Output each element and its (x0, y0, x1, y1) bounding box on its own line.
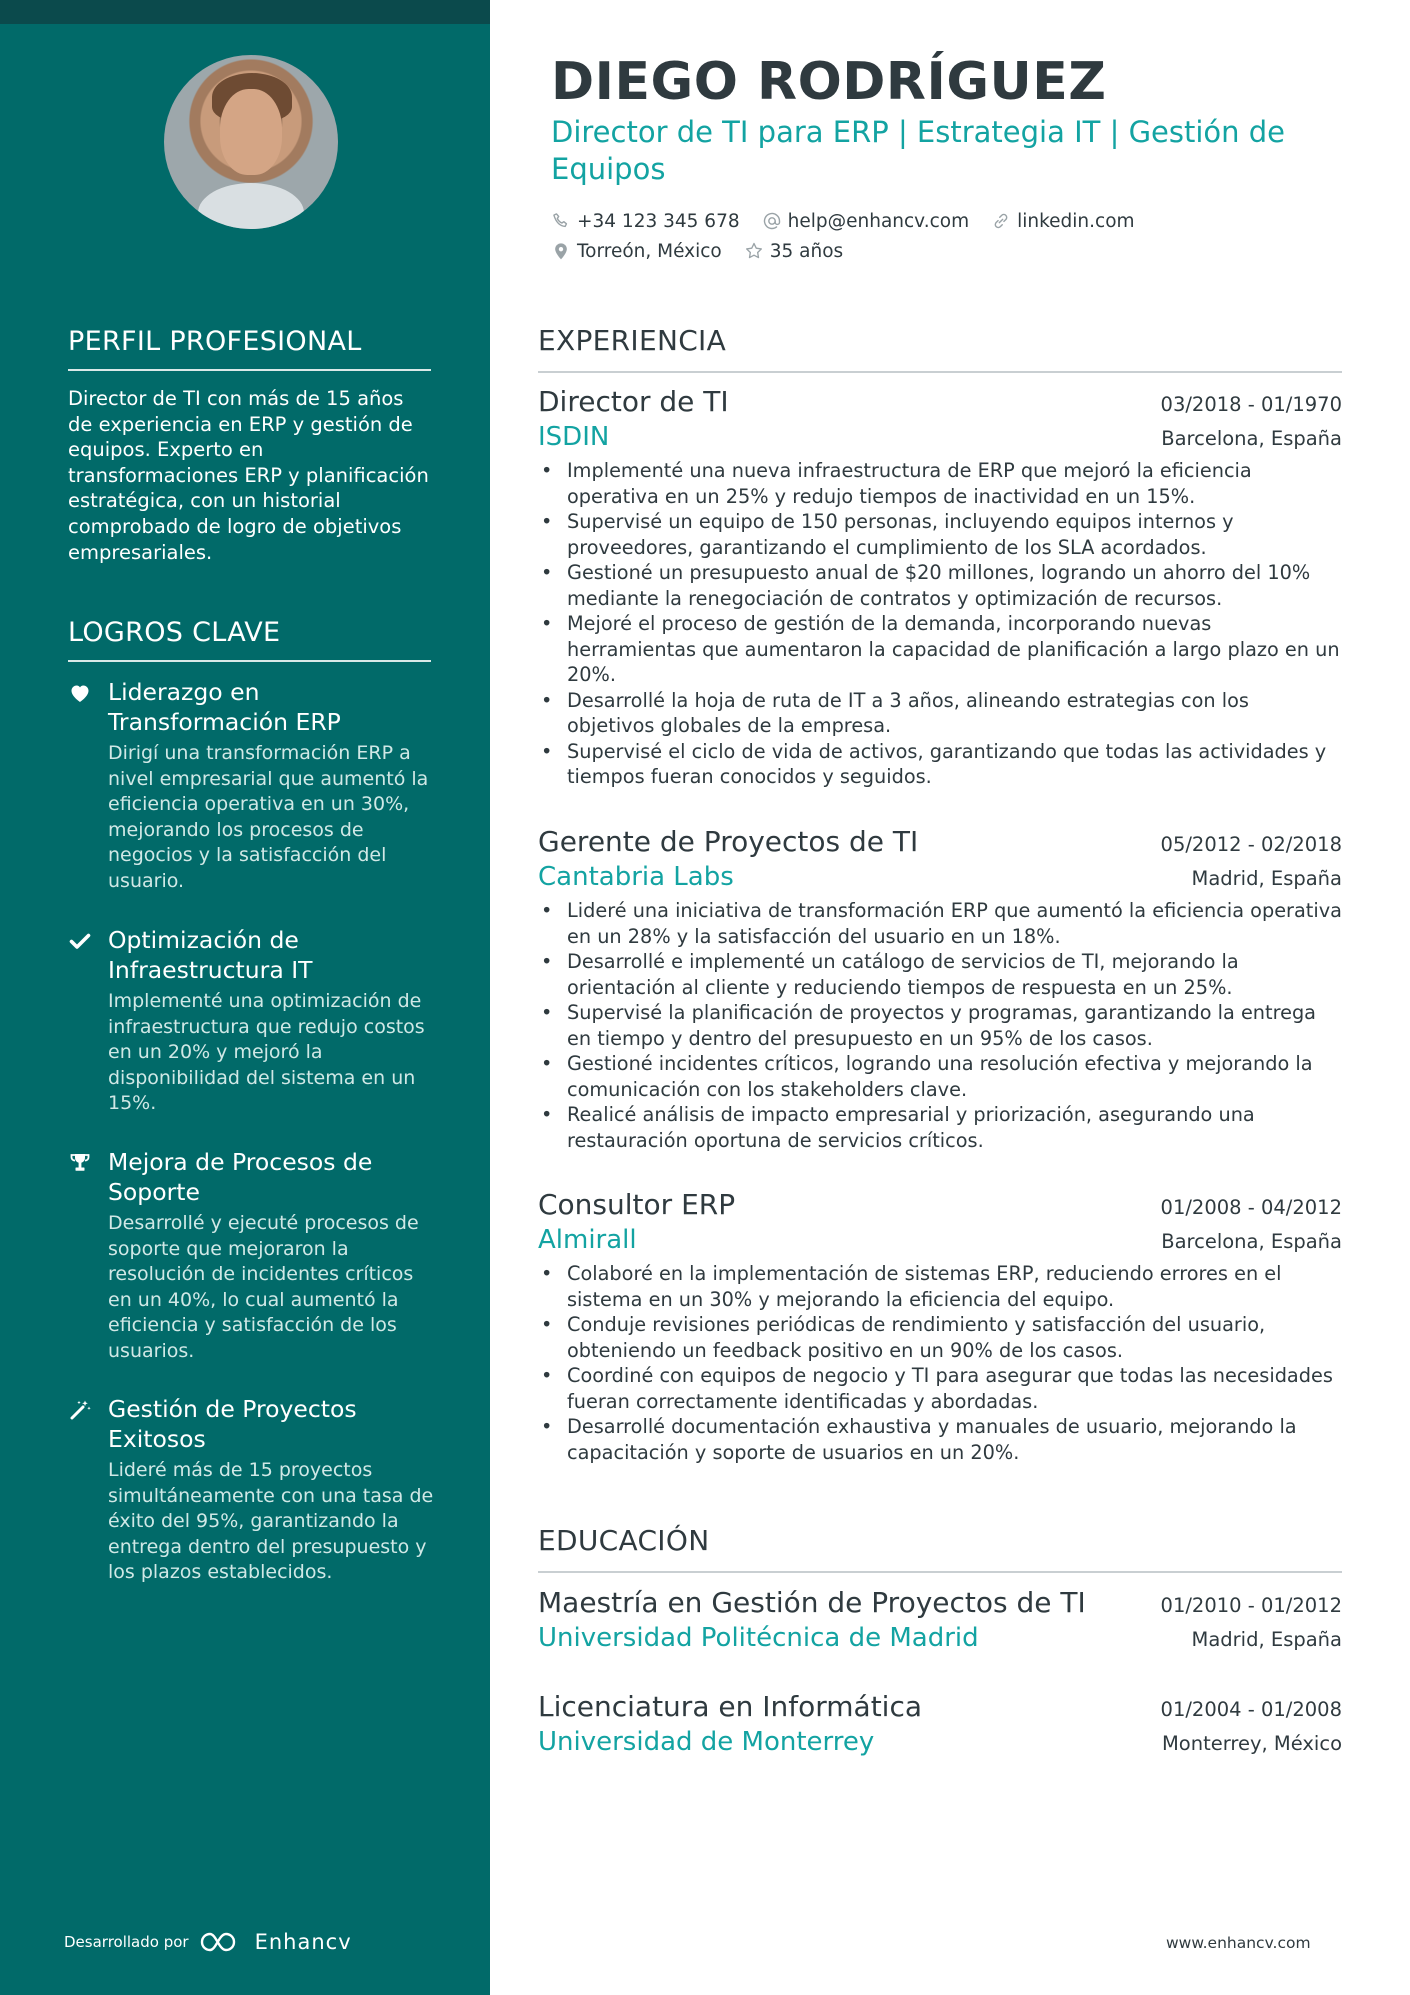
job-bullet: • Mejoré el proceso de gestión de la demanda, incorporando nuevas herramientas que aumentaron la capacidad de planificación a largo plazo en un 20%. (538, 611, 1342, 688)
achievement-description: Desarrollé y ejecuté procesos de soporte que mejoraron la resolución de incidentes críticos en un 40%, lo cual aumentó la eficiencia y satisfacción de los usuarios. (108, 1212, 419, 1362)
phone-contact[interactable] (551, 211, 740, 232)
job-location: Barcelona, España (1161, 1230, 1342, 1253)
job-bullet: • Desarrollé la hoja de ruta de IT a 3 años, alineando estrategias con los objetivos globales de la empresa. (538, 688, 1342, 739)
experience-section-title: EXPERIENCIA (538, 324, 1342, 373)
job-bullet: • Lideré una iniciativa de transformación ERP que aumentó la eficiencia operativa en un 28% y la satisfacción del usuario en un 18%. (538, 898, 1342, 949)
achievement-title: Liderazgo en Transformación ERP (108, 678, 341, 736)
link-icon (991, 211, 1011, 231)
at-sign-icon (762, 211, 782, 231)
headline: Director de TI para ERP | Estrategia IT | Gestión de Equipos (551, 115, 1286, 186)
avatar (164, 55, 338, 229)
achievement-item (68, 1394, 438, 1586)
contact-info (551, 206, 1135, 266)
job-bullet: • Realicé análisis de impacto empresarial y priorización, asegurando una restauración oportuna de servicios críticos. (538, 1102, 1342, 1153)
job-dates: 01/2008 - 04/2012 (1160, 1196, 1342, 1219)
education-dates: 01/2004 - 01/2008 (1160, 1698, 1342, 1721)
job-bullet: • Conduje revisiones periódicas de rendimiento y satisfacción del usuario, obteniendo un feedback positivo en un 90% de los casos. (538, 1312, 1342, 1363)
location-text: Torreón, México (577, 240, 722, 262)
job-dates: 05/2012 - 02/2018 (1160, 833, 1342, 856)
sidebar (0, 0, 490, 1995)
job-location: Madrid, España (1191, 867, 1342, 890)
job-bullets (538, 1261, 1342, 1465)
education-entry (538, 1586, 1342, 1653)
job-bullet: • Implementé una nueva infraestructura de ERP que mejoró la eficiencia operativa en un 25% y redujo tiempos de inactividad en un 15%. (538, 458, 1342, 509)
education-entry (538, 1690, 1342, 1757)
job-bullet: • Colaboré en la implementación de sistemas ERP, reduciendo errores en el sistema en un 30% y mejorando la eficiencia del equipo. (538, 1261, 1342, 1312)
star-icon (744, 241, 764, 261)
job-bullet: • Supervisé la planificación de proyectos y programas, garantizando la entrega en tiempo y dentro del presupuesto en un 95% de los casos. (538, 1000, 1342, 1051)
linkedin-contact[interactable] (991, 211, 1134, 232)
job-title: Consultor ERP (538, 1188, 736, 1221)
school-name: Universidad Politécnica de Madrid (538, 1623, 979, 1653)
achievement-item (68, 1147, 438, 1365)
location-pin-icon (551, 241, 571, 261)
footer-url[interactable]: www.enhancv.com (1166, 1934, 1311, 1952)
job-bullet: • Supervisé un equipo de 150 personas, incluyendo equipos internos y proveedores, garantizando el cumplimiento de los SLA acordados. (538, 509, 1342, 560)
education-section-title: EDUCACIÓN (538, 1524, 1342, 1573)
age-contact (744, 241, 843, 262)
job-bullet: • Gestioné un presupuesto anual de $20 millones, logrando un ahorro del 10% mediante la renegociación de contratos y optimización de recursos. (538, 560, 1342, 611)
email-contact[interactable] (762, 211, 969, 232)
heart-icon (68, 681, 92, 705)
job-bullet: • Desarrollé documentación exhaustiva y manuales de usuario, mejorando la capacitación y soporte de usuarios en un 20%. (538, 1414, 1342, 1465)
job-title: Gerente de Proyectos de TI (538, 825, 919, 858)
location-contact (551, 241, 722, 262)
achievement-description: Implementé una optimización de infraestructura que redujo costos en un 20% y mejoró la disponibilidad del sistema en un 15%. (108, 990, 425, 1115)
profile-section-title: PERFIL PROFESIONAL (68, 326, 431, 371)
degree-title: Maestría en Gestión de Proyectos de TI (538, 1586, 1086, 1619)
school-location: Madrid, España (1191, 1628, 1342, 1651)
school-location: Monterrey, México (1161, 1732, 1342, 1755)
achievement-title: Optimización de Infraestructura IT (108, 926, 313, 984)
powered-by-label: Desarrollado por (64, 1933, 189, 1951)
phone-text: +34 123 345 678 (577, 210, 740, 232)
phone-icon (551, 211, 571, 231)
job-entry (538, 385, 1342, 790)
job-entry (538, 825, 1342, 1153)
trophy-icon (68, 1151, 92, 1175)
email-text: help@enhancv.com (787, 210, 970, 232)
job-bullets (538, 458, 1342, 790)
job-bullet: • Desarrollé e implementé un catálogo de servicios de TI, mejorando la orientación al cliente y reduciendo tiempos de respuesta en un 25%. (538, 949, 1342, 1000)
job-bullet: • Supervisé el ciclo de vida de activos, garantizando que todas las actividades y tiempos fueran conocidos y seguidos. (538, 739, 1342, 790)
school-name: Universidad de Monterrey (538, 1727, 875, 1757)
sidebar-top-bar (0, 0, 490, 24)
powered-by (64, 1930, 352, 1954)
magic-wand-icon (68, 1398, 92, 1422)
achievements-section-title: LOGROS CLAVE (68, 617, 431, 662)
job-company: ISDIN (538, 422, 610, 452)
job-company: Cantabria Labs (538, 862, 734, 892)
job-entry (538, 1188, 1342, 1465)
achievement-item (68, 677, 438, 895)
job-bullets (538, 898, 1342, 1153)
achievement-description: Lideré más de 15 proyectos simultáneamente con una tasa de éxito del 95%, garantizando la entrega dentro del presupuesto y los plazos establecidos. (108, 1459, 434, 1584)
checkmark-icon (68, 929, 92, 953)
job-bullet: • Coordiné con equipos de negocio y TI para asegurar que todas las necesidades fueran correctamente identificadas y abordadas. (538, 1363, 1342, 1414)
achievement-item (68, 925, 438, 1117)
job-dates: 03/2018 - 01/1970 (1160, 393, 1342, 416)
job-title: Director de TI (538, 385, 729, 418)
age-text: 35 años (769, 240, 844, 262)
achievement-description: Dirigí una transformación ERP a nivel empresarial que aumentó la eficiencia operativa en un 30%, mejorando los procesos de negocios y la satisfacción del usuario. (108, 742, 429, 892)
profile-summary: Director de TI con más de 15 años de experiencia en ERP y gestión de equipos. Experto en transformaciones ERP y planificación estratégica, con un historial comprobado de logro de objetivos empresariales. (68, 387, 429, 564)
job-company: Almirall (538, 1225, 637, 1255)
education-dates: 01/2010 - 01/2012 (1160, 1594, 1342, 1617)
linkedin-text: linkedin.com (1017, 210, 1135, 232)
job-bullet: • Gestioné incidentes críticos, logrando una resolución efectiva y mejorando la comunicación con los stakeholders clave. (538, 1051, 1342, 1102)
degree-title: Licenciatura en Informática (538, 1690, 923, 1723)
achievement-title: Mejora de Procesos de Soporte (108, 1148, 373, 1206)
person-name: DIEGO RODRÍGUEZ (551, 52, 1107, 112)
enhancv-logo-icon (199, 1930, 245, 1954)
job-location: Barcelona, España (1161, 427, 1342, 450)
achievement-title: Gestión de Proyectos Exitosos (108, 1395, 357, 1453)
enhancv-brand: Enhancv (254, 1930, 352, 1954)
